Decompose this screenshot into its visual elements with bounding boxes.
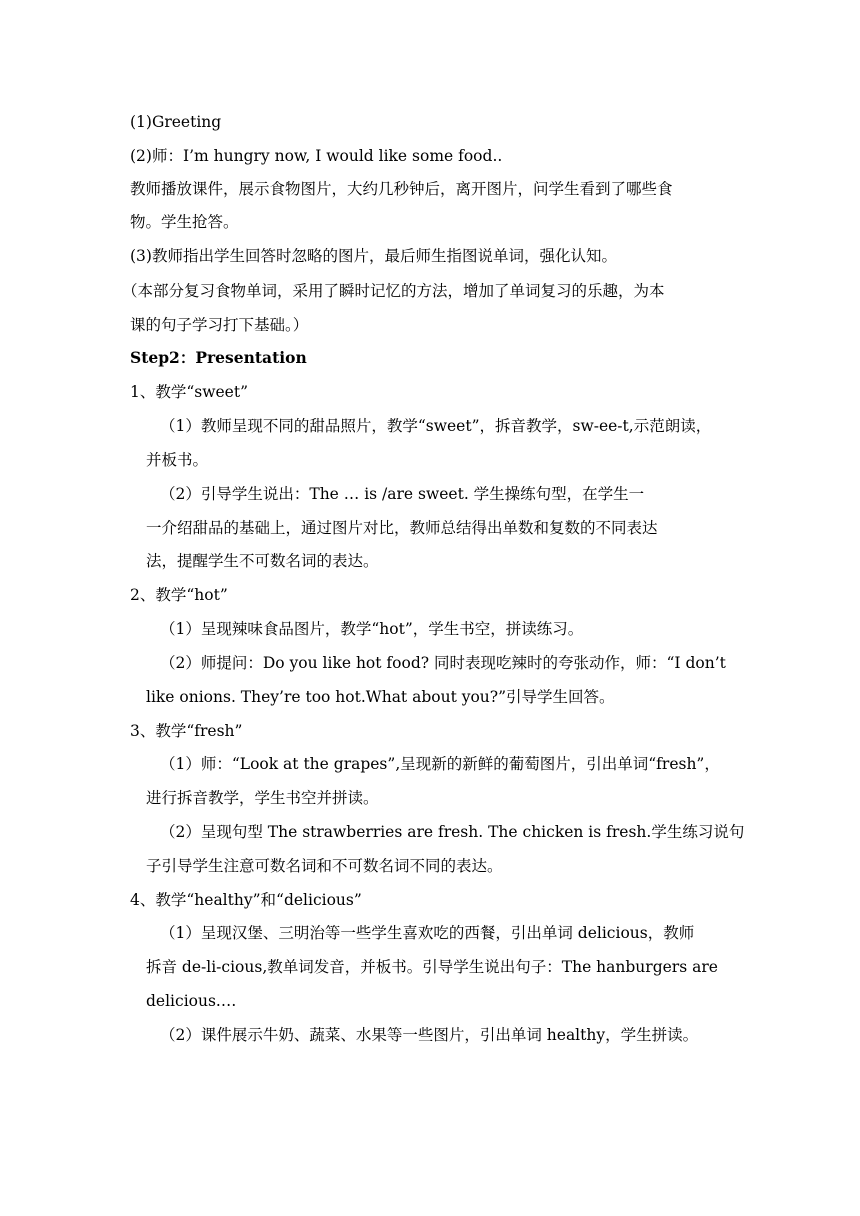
paragraph-line: 法，提醒学生不可数名词的表达。 bbox=[146, 552, 379, 570]
paragraph-line: （2）引导学生说出：The … is /are sweet. 学生操练句型，在学生一 bbox=[160, 485, 645, 503]
paragraph-line: （2）师提问：Do you like hot food? 同时表现吃辣时的夸张动作，师：“I don’t bbox=[160, 654, 726, 672]
paragraph-line: （1）呈现汉堡、三明治等一些学生喜欢吃的西餐，引出单词 delicious，教师 bbox=[160, 924, 695, 942]
paragraph-line: (3)教师指出学生回答时忽略的图片，最后师生指图说单词，强化认知。 bbox=[130, 247, 617, 265]
paragraph-line: （1）师：“Look at the grapes”,呈现新的新鲜的葡萄图片，引出单词“fresh”， bbox=[160, 755, 720, 773]
paragraph-line: 物。学生抢答。 bbox=[130, 213, 239, 231]
paragraph-line: 教师播放课件，展示食物图片，大约几秒钟后，离开图片，问学生看到了哪些食 bbox=[130, 180, 673, 198]
paragraph-line: 一介绍甜品的基础上，通过图片对比，教师总结得出单数和复数的不同表达 bbox=[146, 519, 658, 537]
greeting-line: (1)Greeting bbox=[130, 113, 222, 131]
section-heading: Step2：Presentation bbox=[130, 348, 307, 367]
paragraph-line: （1）教师呈现不同的甜品照片，教学“sweet”，拆音教学，sw-ee-t,示范朗读， bbox=[160, 417, 712, 435]
paragraph-line: delicious.… bbox=[146, 992, 237, 1010]
paragraph-line: （1）呈现辣味食品图片，教学“hot”，学生书空，拼读练习。 bbox=[160, 620, 584, 638]
paragraph-line: （2）课件展示牛奶、蔬菜、水果等一些图片，引出单词 healthy，学生拼读。 bbox=[160, 1026, 699, 1044]
subsection-heading: 4、教学“healthy”和“delicious” bbox=[130, 891, 362, 909]
note-line: 课的句子学习打下基础。） bbox=[130, 316, 309, 334]
paragraph-line: 子引导学生注意可数名词和不可数名词不同的表达。 bbox=[146, 857, 503, 875]
subsection-heading: 1、教学“sweet” bbox=[130, 383, 249, 401]
paragraph-line: 进行拆音教学，学生书空并拼读。 bbox=[146, 789, 379, 807]
subsection-heading: 2、教学“hot” bbox=[130, 586, 228, 604]
paragraph-line: 拆音 de-li-cious,教单词发音，并板书。引导学生说出句子：The hanburgers are bbox=[146, 958, 718, 976]
teacher-hungry-line: (2)师：I’m hungry now, I would like some food.. bbox=[130, 147, 503, 165]
paragraph-line: （2）呈现句型 The strawberries are fresh. The chicken is fresh.学生练习说句 bbox=[160, 823, 745, 841]
paragraph-line: 并板书。 bbox=[146, 451, 209, 469]
note-line: （本部分复习食物单词，采用了瞬时记忆的方法，增加了单词复习的乐趣，为本 bbox=[122, 282, 665, 300]
subsection-heading: 3、教学“fresh” bbox=[130, 722, 243, 740]
paragraph-line: like onions. They’re too hot.What about you?”引导学生回答。 bbox=[146, 688, 615, 706]
